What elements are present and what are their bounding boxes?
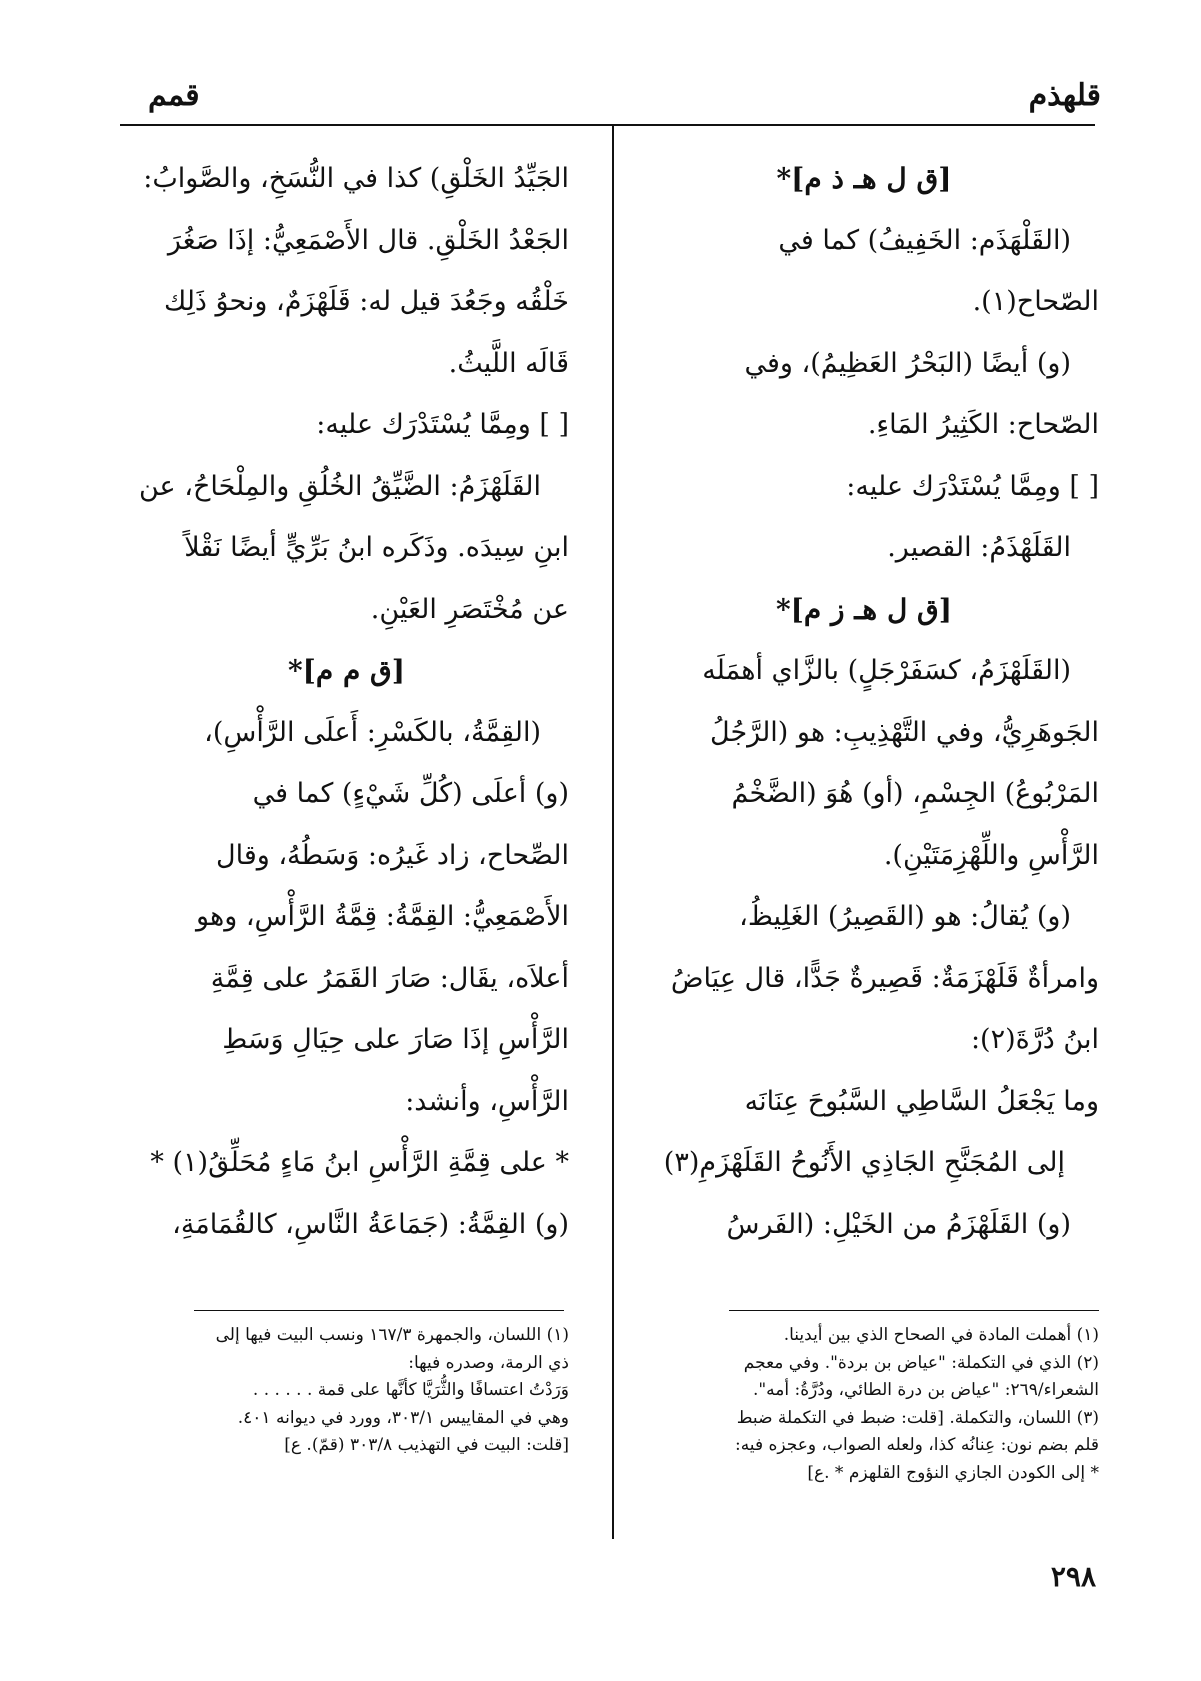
text-line: ابنُ دُرَّةَ(٢): bbox=[970, 1024, 1099, 1055]
text-line: [ ] ومِمَّا يُسْتَدْرَك عليه: bbox=[846, 470, 1099, 502]
text-line: [ ] ومِمَّا يُسْتَدْرَك عليه: bbox=[316, 409, 569, 440]
entry-heading: [ق ل هـ ز م]* bbox=[775, 592, 953, 626]
footnotes-right bbox=[619, 1322, 1099, 1487]
text-line: وامرأةٌ قَلَهْزَمَةٌ: قَصِيرةٌ جَدًّا، قال عِيَاضُ bbox=[670, 962, 1099, 994]
text-line: الجَعْدُ الخَلْقِ. قال الأَصْمَعِيُّ: إذَا صَغُرَ bbox=[167, 224, 569, 256]
text-line: (و) يُقالُ: هو (القَصِيرُ) الغَلِيظُ، bbox=[739, 901, 1071, 932]
text-line: قَالَه اللَّيثُ. bbox=[448, 347, 569, 379]
footnote-rule-left bbox=[194, 1310, 564, 1311]
footnotes-left bbox=[129, 1322, 569, 1460]
text-line: (القِمَّةُ، بالكَسْرِ: أَعلَى الرَّأْسِ)، bbox=[204, 716, 541, 748]
text-line: ابنِ سِيدَه. وذَكَره ابنُ بَرِّيٍّ أيضًا نَقْلاً bbox=[184, 532, 569, 563]
text-line: أعلاَه، يقَال: صَارَ القَمَرُ على قِمَّةِ bbox=[210, 962, 569, 994]
text-line: (القَلْهَذَم: الخَفِيفُ) كما في bbox=[778, 224, 1071, 256]
verse-line: وما يَجْعَلُ السَّاطِي السَّبُوحَ عِنَانَه bbox=[744, 1085, 1099, 1117]
footnote-line: (١) اللسان، والجمهرة ١٦٧/٣ ونسب البيت فيها إلى bbox=[215, 1325, 569, 1345]
text-line: (القَلَهْزَمُ، كسَفَرْجَلٍ) بالزَّاي أهمَلَه bbox=[702, 655, 1071, 686]
running-header-left: قمم bbox=[148, 78, 200, 113]
footnote-line: [قلت: البيت في التهذيب ٣٠٣/٨ (قمّ). ع] bbox=[284, 1435, 569, 1455]
text-line: الجَوهَرِيُّ، وفي التَّهْذِيبِ: هو (الرَّجُلُ bbox=[710, 716, 1099, 748]
footnote-line: وهي في المقاييس ٣٠٣/١، وورد في ديوانه ٤٠١. bbox=[237, 1407, 569, 1428]
text-line: الأَصْمَعِيُّ: القِمَّةُ: قِمَّةُ الرَّأْسِ، وهو bbox=[196, 901, 569, 932]
text-line: الرَّأْسِ إذَا صَارَ على حِيَالِ وَسَطِ bbox=[222, 1024, 569, 1055]
text-line: (و) القَلَهْزَمُ من الخَيْلِ: (الفَرسُ bbox=[726, 1208, 1071, 1240]
text-line: المَرْبُوعُ) الجِسْمِ، (أو) هُوَ (الضَّخْمُ bbox=[731, 778, 1099, 809]
footnote-line: وَرَدْتُ اعتسافًا والثُّرَيَّا كأنَّها على قمة . . . . . . bbox=[252, 1380, 569, 1400]
verse-line: * على قِمَّةِ الرَّأْسِ ابنُ مَاءٍ مُحَلِّقُ(١) * bbox=[150, 1147, 569, 1178]
text-line: الجَيِّدُ الخَلْقِ) كذا في النُّسَخِ، والصَّوابُ: bbox=[143, 163, 569, 194]
footnote-line: قلم بضم نون: عِنانُه كذا، ولعله الصواب، وعجزه فيه: bbox=[734, 1435, 1099, 1455]
running-header-right: قلهذم bbox=[1028, 78, 1101, 113]
text-line: الرَّأْسِ، وأنشد: bbox=[405, 1085, 569, 1117]
text-line: عن مُخْتَصَرِ العَيْنِ. bbox=[370, 593, 569, 625]
right-column bbox=[629, 148, 1099, 1255]
text-line: الصّحاح: الكَثِيرُ المَاءِ. bbox=[867, 409, 1099, 440]
entry-heading: [ق ل هـ ذ م]* bbox=[776, 162, 952, 195]
text-line: القَلَهْزَمُ: الضَّيِّقُ الخُلُقِ والمِلْحَاحُ، عن bbox=[138, 470, 541, 502]
page-number: ٢٩٨ bbox=[1050, 1560, 1096, 1593]
text-line: (و) القِمَّةُ: (جَمَاعَةُ النَّاسِ، كالقُمَامَةِ، bbox=[172, 1208, 569, 1240]
text-line: (و) أيضًا (البَحْرُ العَظِيمُ)، وفي bbox=[744, 347, 1071, 379]
footnote-line: الشعراء/٢٦٩: "عياض بن درة الطائي، ودُرَّةُ: أمه". bbox=[752, 1380, 1099, 1400]
footnote-line: * إلى الكودن الجازي النؤوج القلهزم * .ع] bbox=[807, 1462, 1099, 1483]
text-line: (و) أعلَى (كُلِّ شَيْءٍ) كما في bbox=[252, 778, 569, 809]
footnote-line: ذي الرمة، وصدره فيها: bbox=[408, 1352, 569, 1373]
text-line: خَلْقُه وجَعُدَ قيل له: قَلَهْزَمٌ، ونحوُ ذَلِك bbox=[163, 286, 569, 317]
footnote-line: (٣) اللسان، والتكملة. [قلت: ضبط في التكملة ضبط bbox=[736, 1407, 1099, 1428]
text-line: الرَّأْسِ واللِّهْزِمَتَيْنِ). bbox=[883, 839, 1099, 871]
text-line: الصّحاح(١). bbox=[972, 286, 1099, 317]
footnote-line: (١) أهملت المادة في الصحاح الذي بين أيدينا. bbox=[783, 1325, 1099, 1345]
column-divider bbox=[612, 124, 614, 1539]
left-column bbox=[124, 148, 569, 1255]
header-rule bbox=[120, 124, 1095, 126]
verse-line: إلى المُجَنَّحِ الجَاذِي الأَنُوحُ القَلَهْزَمِ(٣) bbox=[663, 1147, 1065, 1178]
entry-heading: [ق م م]* bbox=[287, 654, 406, 687]
footnote-line: (٢) الذي في التكملة: "عياض بن بردة". وفي معجم bbox=[743, 1352, 1099, 1373]
text-line: الصِّحاح، زاد غَيرُه: وَسَطُهُ، وقال bbox=[215, 839, 569, 871]
text-line: القَلَهْذَمُ: القصير. bbox=[887, 532, 1071, 563]
footnote-rule-right bbox=[729, 1310, 1099, 1311]
